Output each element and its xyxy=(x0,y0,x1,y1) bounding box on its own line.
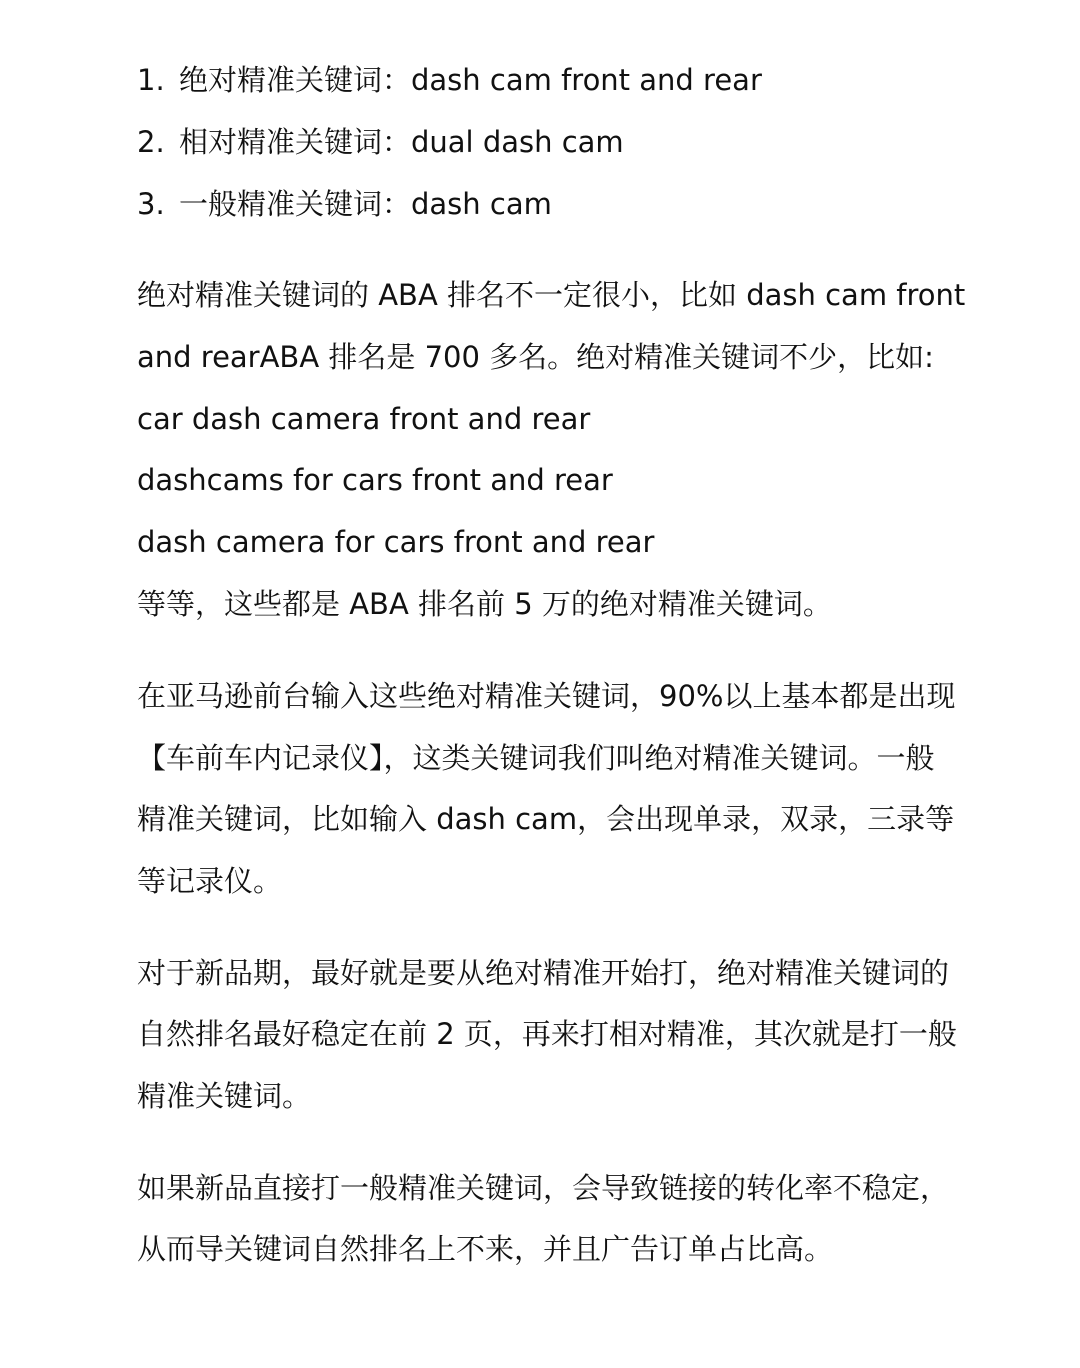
list-text: 绝对精准关键词：dash cam front and rear xyxy=(179,63,762,97)
paragraph-line: 从而导关键词自然排名上不来，并且广告订单占比高。 xyxy=(137,1232,834,1266)
paragraph-line: 精准关键词，比如输入 dash cam，会出现单录，双录，三录等 xyxy=(137,802,955,836)
paragraph-line: 等记录仪。 xyxy=(137,864,283,898)
paragraph-line: 等等，这些都是 ABA 排名前 5 万的绝对精准关键词。 xyxy=(137,587,832,621)
keyword-example: dash camera for cars front and rear xyxy=(137,525,655,559)
list-text: 相对精准关键词：dual dash cam xyxy=(179,125,624,159)
list-number: 3. xyxy=(137,187,165,221)
list-number: 1. xyxy=(137,63,165,97)
list-text: 一般精准关键词：dash cam xyxy=(179,187,552,221)
paragraph-line: 自然排名最好稳定在前 2 页，再来打相对精准，其次就是打一般 xyxy=(137,1017,957,1051)
keyword-example: dashcams for cars front and rear xyxy=(137,463,613,497)
list-item xyxy=(137,122,624,162)
paragraph-line: 绝对精准关键词的 ABA 排名不一定很小，比如 dash cam front xyxy=(137,278,966,312)
paragraph-line: 【车前车内记录仪】，这类关键词我们叫绝对精准关键词。一般 xyxy=(137,741,935,775)
paragraph-line: 如果新品直接打一般精准关键词，会导致链接的转化率不稳定， xyxy=(137,1171,950,1205)
list-item xyxy=(137,184,552,224)
keyword-example: car dash camera front and rear xyxy=(137,402,591,436)
paragraph-line: 在亚马逊前台输入这些绝对精准关键词，90%以上基本都是出现 xyxy=(137,679,956,713)
paragraph-line: and rearABA 排名是 700 多名。绝对精准关键词不少，比如: xyxy=(137,340,934,374)
paragraph-line: 对于新品期，最好就是要从绝对精准开始打，绝对精准关键词的 xyxy=(137,956,950,990)
list-number: 2. xyxy=(137,125,165,159)
list-item xyxy=(137,60,762,100)
paragraph-line: 精准关键词。 xyxy=(137,1079,312,1113)
